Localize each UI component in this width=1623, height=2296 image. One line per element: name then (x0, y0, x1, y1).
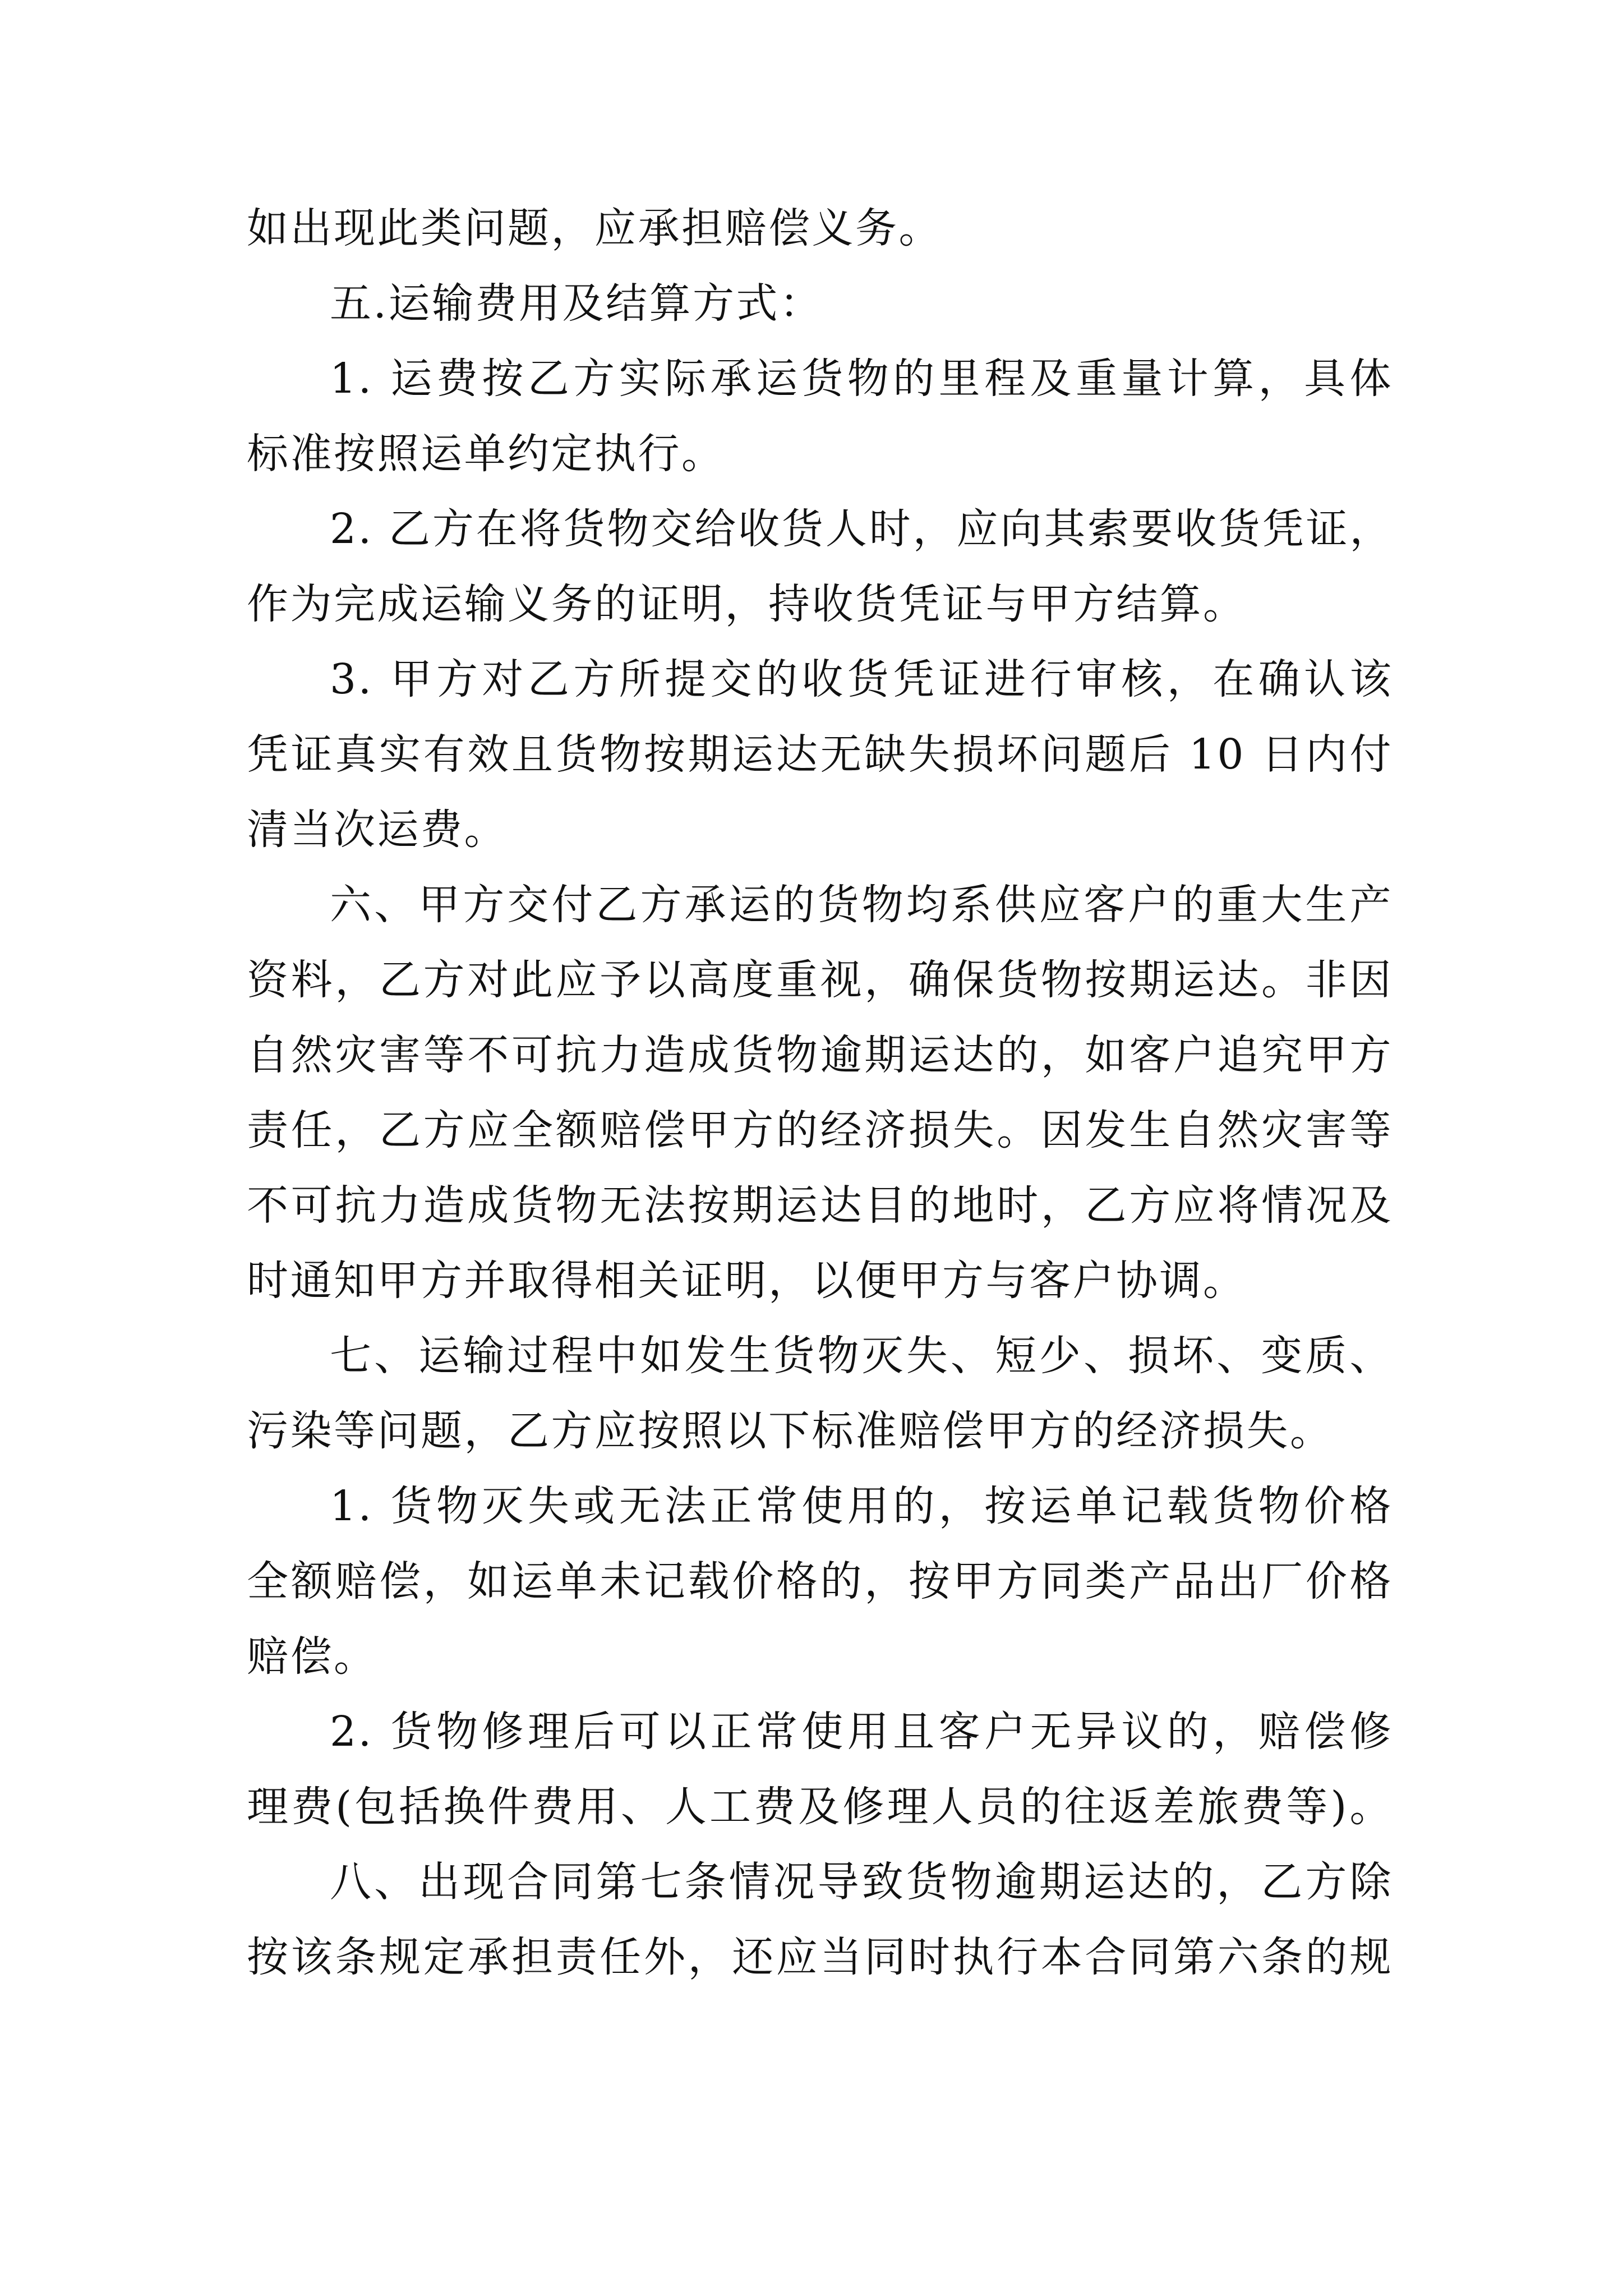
section-heading-transport-fees: 五.运输费用及结算方式： (330, 279, 823, 328)
section-seven-text: 七、运输过程中如发生货物灭失、短少、损坏、变质、 (330, 1332, 1393, 1380)
text-line: 污染等问题，乙方应按照以下标准赔偿甲方的经济损失。 (247, 1407, 1334, 1455)
text-line: 3. 甲方对乙方所提交的收货凭证进行审核，在确认该 (330, 655, 1393, 703)
text-line: 理费(包括换件费用、人工费及修理人员的往返差旅费等)。 (247, 1783, 1393, 1831)
text-line: 按该条规定承担责任外，还应当同时执行本合同第六条的规 (247, 1933, 1393, 1981)
text-line: 自然灾害等不可抗力造成货物逾期运达的，如客户追究甲方 (247, 1031, 1393, 1079)
text-line: 时通知甲方并取得相关证明，以便甲方与客户协调。 (247, 1257, 1247, 1305)
text-line: 不可抗力造成货物无法按期运达目的地时，乙方应将情况及 (247, 1181, 1393, 1230)
section-six-text: 六、甲方交付乙方承运的货物均系供应客户的重大生产 (330, 881, 1393, 929)
contract-body-text (247, 191, 1393, 1995)
text-line: 1. 货物灭失或无法正常使用的，按运单记载货物价格 (330, 1482, 1393, 1530)
text-line: 资料，乙方对此应予以高度重视，确保货物按期运达。非因 (247, 956, 1393, 1004)
section-eight-text: 八、出现合同第七条情况导致货物逾期运达的，乙方除 (330, 1858, 1393, 1906)
text-line: 2. 货物修理后可以正常使用且客户无异议的，赔偿修 (330, 1708, 1393, 1756)
text-line: 全额赔偿，如运单未记载价格的，按甲方同类产品出厂价格 (247, 1557, 1393, 1605)
text-line: 2. 乙方在将货物交给收货人时，应向其索要收货凭证， (330, 505, 1393, 553)
text-line: 如出现此类问题，应承担赔偿义务。 (247, 204, 942, 252)
text-line: 责任，乙方应全额赔偿甲方的经济损失。因发生自然灾害等 (247, 1106, 1393, 1154)
text-line: 赔偿。 (247, 1632, 377, 1681)
text-line: 清当次运费。 (247, 806, 508, 854)
text-line: 标准按照运单约定执行。 (247, 430, 725, 478)
text-line: 作为完成运输义务的证明，持收货凭证与甲方结算。 (247, 580, 1247, 628)
text-line: 凭证真实有效且货物按期运达无缺失损坏问题后 10 日内付 (247, 730, 1393, 779)
text-line: 1. 运费按乙方实际承运货物的里程及重量计算，具体 (330, 355, 1393, 403)
